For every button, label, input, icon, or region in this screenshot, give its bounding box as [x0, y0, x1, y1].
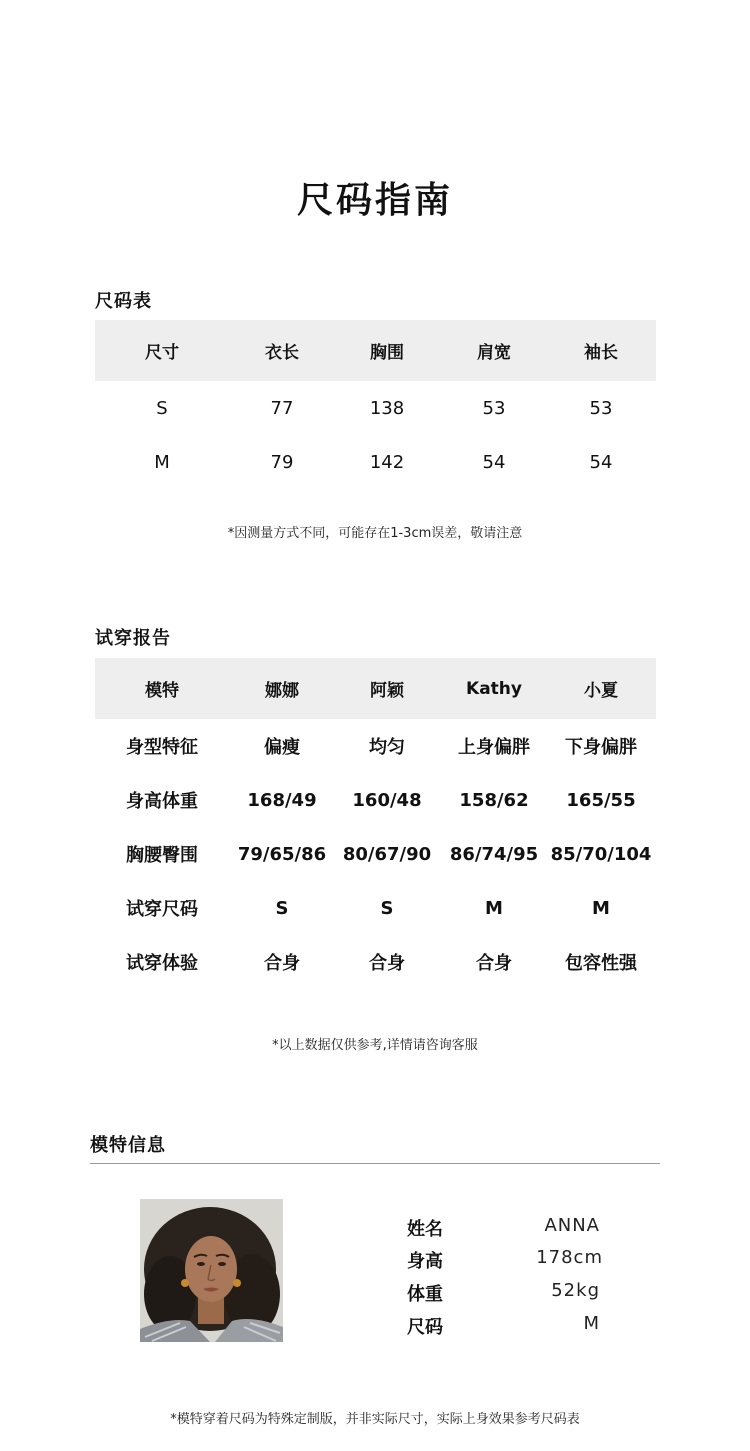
table-cell: 79/65/86: [237, 843, 327, 865]
model-info-note: *模特穿着尺码为特殊定制版，并非实际尺寸，实际上身效果参考尺码表: [170, 1412, 580, 1427]
table-cell: 158/62: [459, 789, 529, 811]
fit-report-header: [95, 658, 656, 719]
table-cell: 偏瘦: [264, 737, 300, 758]
table-cell: 86/74/95: [449, 843, 539, 865]
table-cell: 138: [369, 397, 405, 419]
size-table-note: *因测量方式不同，可能存在1-3cm误差，敬请注意: [227, 526, 523, 541]
table-row: [95, 935, 656, 989]
table-row: [95, 773, 656, 827]
row-label: 试穿尺码: [126, 899, 198, 920]
table-cell: 160/48: [352, 789, 422, 811]
size-table-header: [95, 320, 656, 381]
col-header: 小夏: [584, 681, 618, 701]
table-cell: 165/55: [566, 789, 636, 811]
table-cell: 79: [270, 451, 294, 473]
table-cell: 下身偏胖: [565, 737, 637, 758]
row-label: 身型特征: [126, 737, 198, 758]
col-header: 尺寸: [145, 343, 179, 363]
col-header: 胸围: [370, 343, 404, 363]
table-cell: 168/49: [247, 789, 317, 811]
fit-report-table: [95, 658, 656, 989]
col-header: 衣长: [265, 343, 299, 363]
col-header: 模特: [145, 681, 179, 701]
info-value-weight: 52kg: [551, 1280, 600, 1301]
table-cell: S: [380, 897, 394, 919]
col-header: 肩宽: [477, 343, 511, 363]
info-label-name: 姓名: [407, 1219, 443, 1240]
col-header: 娜娜: [265, 681, 299, 701]
table-cell: 53: [482, 397, 506, 419]
table-cell: 85/70/104: [550, 843, 652, 865]
table-cell: 77: [270, 397, 294, 419]
table-cell: 80/67/90: [342, 843, 432, 865]
size-table-heading: 尺码表: [95, 291, 152, 312]
table-row: [95, 435, 656, 489]
info-label-weight: 体重: [407, 1284, 443, 1305]
page-title: 尺码指南: [296, 180, 453, 221]
info-value-name: ANNA: [544, 1215, 600, 1236]
table-cell: 53: [589, 397, 613, 419]
table-cell: M: [592, 897, 610, 919]
col-header: Kathy: [466, 678, 522, 699]
table-cell: 合身: [476, 953, 512, 974]
info-value-height: 178cm: [536, 1247, 603, 1268]
table-cell: 包容性强: [565, 953, 637, 974]
fit-report-note: *以上数据仅供参考,详情请咨询客服: [272, 1038, 478, 1053]
table-row: [95, 719, 656, 773]
info-label-height: 身高: [407, 1251, 443, 1272]
model-photo: [140, 1199, 283, 1342]
table-cell: 合身: [264, 953, 300, 974]
col-header: 阿颖: [370, 681, 404, 701]
info-label-size: 尺码: [407, 1317, 443, 1338]
row-label: 身高体重: [126, 791, 198, 812]
col-header: 袖长: [584, 343, 618, 363]
size-table: [95, 320, 656, 489]
table-cell: 均匀: [369, 737, 405, 758]
info-value-size: M: [583, 1313, 600, 1334]
model-portrait-image: [140, 1199, 283, 1342]
row-label: 试穿体验: [126, 953, 198, 974]
table-cell: 142: [369, 451, 405, 473]
table-cell: M: [154, 451, 170, 473]
table-cell: 合身: [369, 953, 405, 974]
table-cell: M: [485, 897, 503, 919]
table-cell: 上身偏胖: [458, 737, 530, 758]
table-row: [95, 827, 656, 881]
row-label: 胸腰臀围: [126, 845, 198, 866]
table-row: [95, 881, 656, 935]
table-cell: S: [275, 897, 289, 919]
divider: [90, 1163, 660, 1164]
table-cell: 54: [589, 451, 613, 473]
table-cell: S: [156, 397, 168, 419]
model-info-heading: 模特信息: [90, 1135, 166, 1156]
table-cell: 54: [482, 451, 506, 473]
fit-report-heading: 试穿报告: [95, 628, 171, 649]
table-row: [95, 381, 656, 435]
